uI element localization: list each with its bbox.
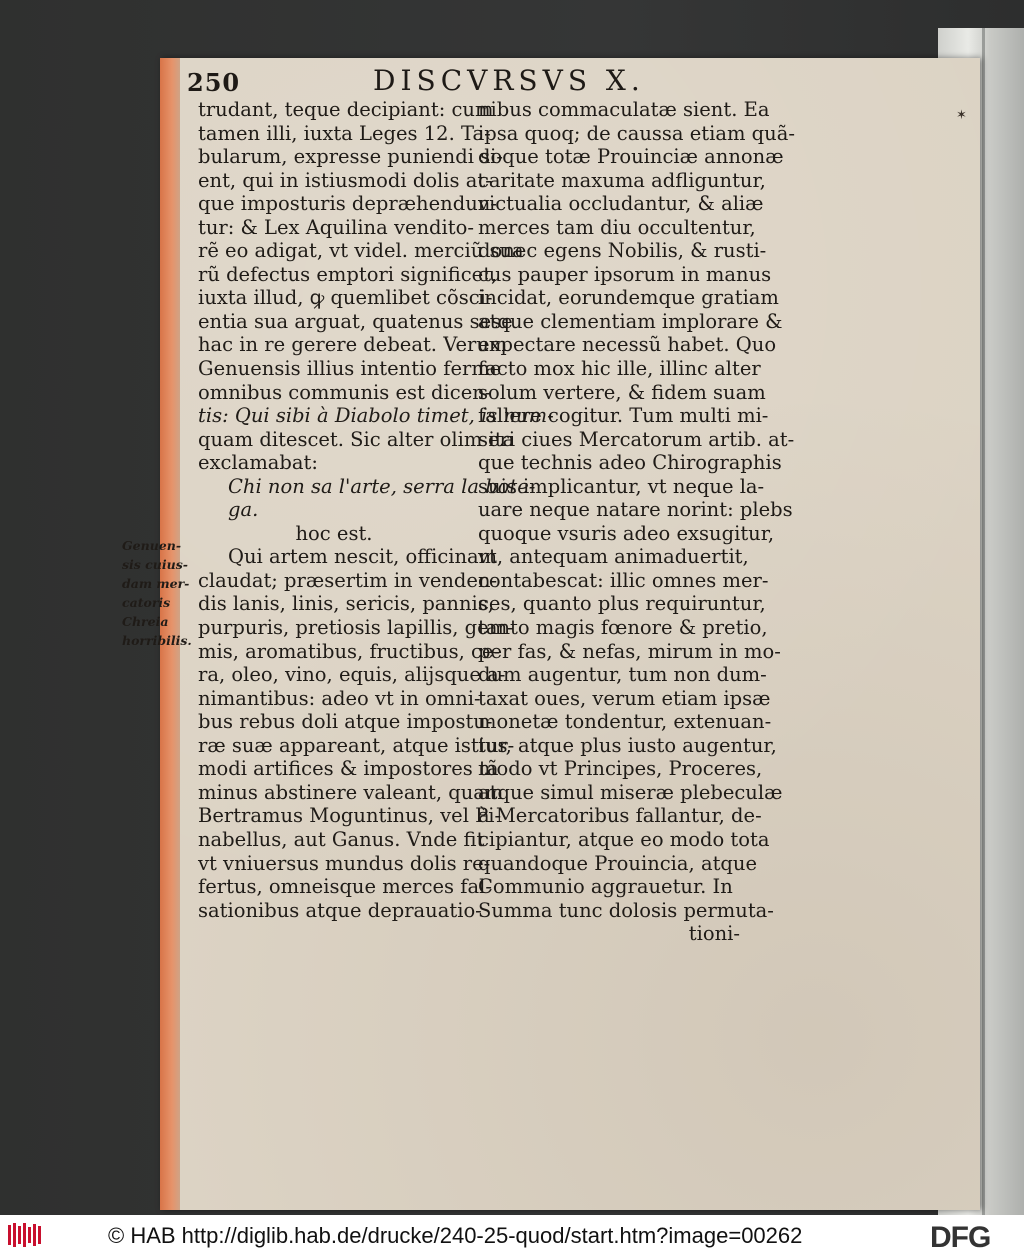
text-line: ipsa quoq; de caussa etiam quã-: [478, 121, 795, 145]
text-line: tur: & Lex Aquilina vendito-: [198, 215, 474, 239]
text-line: quam ditescet. Sic alter olim ita: [198, 427, 515, 451]
text-line: Bertramus Moguntinus, vel Pi-: [198, 804, 502, 828]
text-line: contabescat: illic omnes mer-: [478, 568, 769, 592]
text-line: modo vt Principes, Proceres,: [478, 757, 763, 781]
text-line: purpuris, pretiosis lapillis, gem-: [198, 616, 514, 640]
text-line: cus pauper ipsorum in manus: [478, 262, 772, 286]
text-line: nabellus, aut Ganus. Vnde fit: [198, 827, 485, 851]
text-line: quoque vsuris adeo exsugitur,: [478, 521, 775, 545]
marginal-note-line: sis cuius-: [122, 557, 188, 572]
text-line: entia sua arguat, quatenus sese: [198, 309, 513, 333]
text-line: modi artifices & impostores tã: [198, 757, 499, 781]
text-line: mis, aromatibus, fructibus, ce-: [198, 639, 501, 663]
text-line: fallere cogitur. Tum multi mi-: [478, 404, 769, 428]
text-line: nibus commaculatӕ sient. Ea: [478, 98, 770, 121]
text-line: rẽ eo adigat, vt videl. merciũ sua: [198, 239, 524, 263]
text-line: per fas, & nefas, mirum in mo-: [478, 639, 781, 663]
marginal-note: [122, 536, 202, 650]
ornament-mark: ✶: [956, 108, 967, 123]
text-line: monetӕ tondentur, extenuan-: [478, 710, 772, 734]
text-line: seri ciues Mercatorum artib. at-: [478, 427, 795, 451]
text-line: nimantibus: adeo vt in omni-: [198, 686, 481, 710]
text-line: tur, atque plus iusto augentur,: [478, 733, 777, 757]
text-line: quandoque Prouincia, atque: [478, 851, 757, 875]
text-line: claudat; prӕsertim in venden-: [198, 568, 498, 592]
text-line: fertus, omneisque merces fal-: [198, 875, 492, 899]
text-line: Summa tunc dolosis permuta-: [478, 898, 774, 922]
italian-proverb-line: ga.: [228, 498, 259, 522]
italian-proverb-line: Chi non sa l'arte, serra la bote-: [228, 474, 536, 498]
text-line: cipiantur, atque eo modo tota: [478, 827, 770, 851]
copyright-link[interactable]: © HAB http://diglib.hab.de/drucke/240-25-quod/start.htm?image=00262: [108, 1223, 803, 1248]
text-line: Communio aggrauetur. In: [478, 875, 733, 899]
text-line: victualia occludantur, & aliӕ: [478, 192, 764, 216]
text-line: ent, qui in istiusmodi dolis at-: [198, 168, 492, 192]
text-line: exclamabat:: [198, 451, 318, 475]
hoc-est-line: hoc est.: [295, 521, 373, 545]
text-line: atque simul miserӕ plebeculӕ: [478, 780, 783, 804]
catchword: tioni-: [688, 922, 740, 946]
text-line: expectare necessũ habet. Quo: [478, 333, 777, 357]
text-line: à Mercatoribus fallantur, de-: [478, 804, 762, 828]
dfg-logo: DFG: [930, 1221, 991, 1254]
right-text-column: [478, 98, 795, 946]
text-line: trudant, teque decipiant: cum: [198, 98, 494, 121]
marginal-note-line: Chreia: [122, 614, 169, 629]
text-line: que technis adeo Chirographis: [478, 451, 782, 475]
text-line: suis implicantur, vt neque la-: [478, 474, 765, 498]
text-line: Qui artem nescit, officinam: [228, 545, 498, 569]
page-header-title: DISCVRSVS X.: [373, 64, 645, 97]
marginal-note-line: Genuen-: [122, 538, 182, 553]
text-line: caritate maxuma adfliguntur,: [478, 168, 766, 192]
text-line: incidat, eorundemque gratiam: [478, 286, 779, 310]
text-line: bularum, expresse puniendi si-: [198, 145, 503, 169]
text-line: vt vniuersus mundus dolis re-: [198, 851, 491, 875]
text-line: taxat oues, verum etiam ipsӕ: [478, 686, 771, 710]
left-text-column: [198, 98, 554, 922]
text-line: dum augentur, tum non dum-: [478, 663, 767, 687]
text-line: atque clementiam implorare &: [478, 309, 783, 333]
text-line: rӕ suӕ appareant, atque istius-: [198, 733, 515, 757]
quote-line: tis: Qui sibi à Diabolo timet, is num-: [198, 404, 554, 428]
text-line: vt, antequam animaduertit,: [478, 545, 749, 569]
text-line: Genuensis illius intentio ferme: [198, 357, 502, 381]
text-line: facto mox hic ille, illinc alter: [478, 357, 761, 381]
marginal-note-line: catoris: [122, 595, 171, 610]
text-line: omnibus communis est dicen-: [198, 380, 492, 404]
text-line: tamen illi, iuxta Leges 12. Ta-: [198, 121, 491, 145]
text-line: hac in re gerere debeat. Verum: [198, 333, 508, 357]
marginal-note-line: horribilis.: [122, 633, 192, 648]
text-line: doque totӕ Prouinciӕ annonӕ: [478, 145, 784, 169]
page-number: 250: [187, 68, 241, 97]
text-line: dis lanis, linis, sericis, pannis,: [198, 592, 494, 616]
text-line: minus abstinere valeant, quam: [198, 780, 504, 804]
text-line: solum vertere, & fidem suam: [478, 380, 766, 404]
marginal-note-line: dam mer-: [122, 576, 190, 591]
text-line: uare neque natare norint: plebs: [478, 498, 793, 522]
text-line: tanto magis fœnore & pretio,: [478, 616, 768, 640]
text-line: sationibus atque deprauatio-: [198, 898, 482, 922]
text-line: ra, oleo, vino, equis, alijsque a-: [198, 663, 506, 687]
footer-bar: [0, 1215, 1024, 1255]
text-line: iuxta illud, ꝙ quemlibet cõsci-: [198, 286, 493, 310]
text-line: que imposturis deprӕhendun-: [198, 192, 497, 216]
text-line: rũ defectus emptori significet,: [198, 262, 498, 286]
text-line: merces tam diu occultentur,: [478, 215, 756, 239]
hab-logo-icon: [8, 1223, 44, 1247]
text-line: ces, quanto plus requiruntur,: [478, 592, 766, 616]
text-line: donec egens Nobilis, & rusti-: [478, 239, 767, 263]
text-line: bus rebus doli atque impostu-: [198, 710, 493, 734]
